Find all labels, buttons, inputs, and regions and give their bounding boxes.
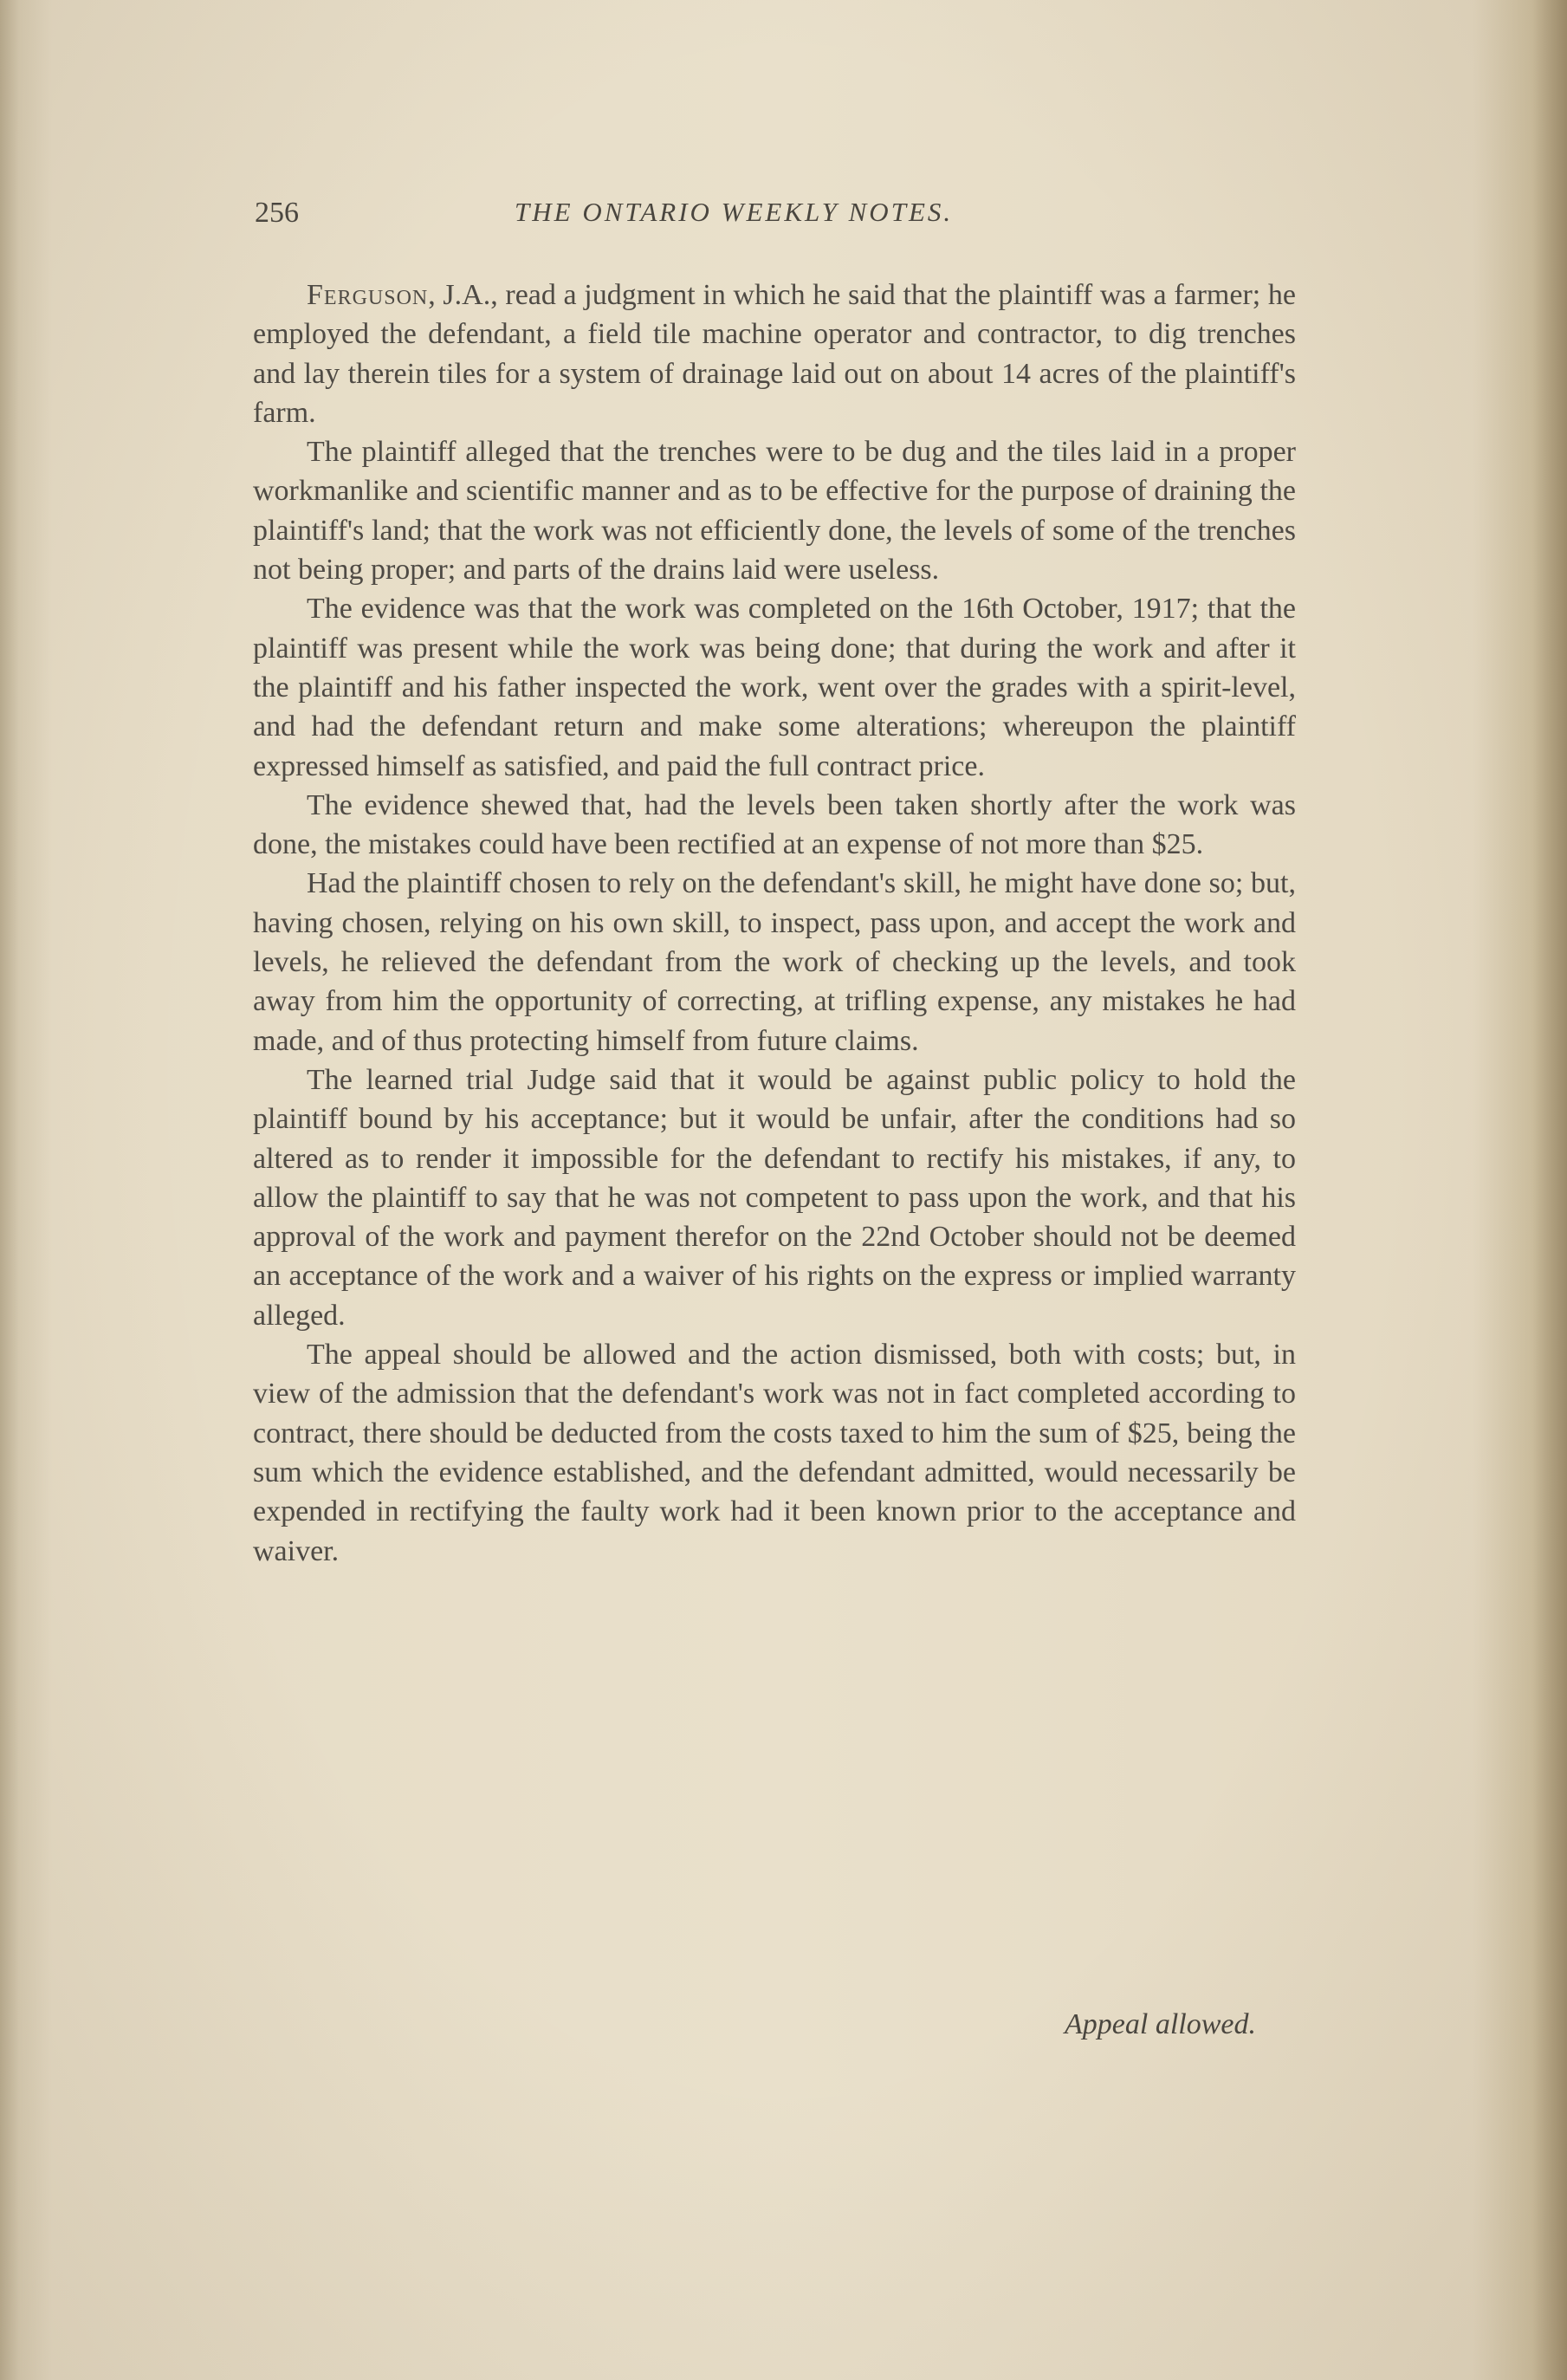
paragraph-7: The appeal should be allowed and the action dismissed, both with costs; but, in view of the admission that the defendant's work was not in fact completed according to contract, there should be deducted from the costs taxed to him the sum of $25, being the sum which the evidence established, and the defendant admitted, would necessarily be expended in rectifying the faulty work had it been known prior to the acceptance and waiver.	[253, 1339, 1296, 1567]
judgment-text	[253, 276, 1296, 1571]
paragraph-4: The evidence shewed that, had the levels been taken shortly after the work was done, the mistakes could have been rectified at an expense of not more than $25.	[253, 788, 1296, 861]
paragraph-2: The plaintiff alleged that the trenches were to be dug and the tiles laid in a proper workmanlike and scientific manner and as to be effective for the purpose of draining the plaintiff's land; that the work was not efficiently done, the levels of some of the trenches not being proper; and parts of the drains laid were useless.	[253, 436, 1296, 587]
page-edge-shadow	[1532, 0, 1567, 2380]
running-head	[255, 197, 1298, 238]
paragraph-1-text: , J.A., read a judgment in which he said that the plaintiff was a farmer; he employed the defendant, a field tile machine operator and contractor, to dig trenches and lay therein tiles for a system of drainage laid out on about 14 acres of the plaintiff's farm.	[253, 279, 1296, 429]
judge-name: Ferguson	[307, 279, 429, 311]
paragraph-3: The evidence was that the work was completed on the 16th October, 1917; that the plaintiff was present while the work was being done; that during the work and after it the plaintiff and his father inspected the work, went over the grades with a spirit-level, and had the defendant return and make some alterations; whereupon the plaintiff expressed himself as satisfied, and paid the full contract price.	[253, 593, 1296, 782]
page-number: 256	[255, 197, 299, 229]
paragraph-5: Had the plaintiff chosen to rely on the defendant's skill, he might have done so; but, having chosen, relying on his own skill, to inspect, pass upon, and accept the work and levels, he relieved the defendant from the work of checking up the levels, and took away from him the opportunity of correcting, at trifling expense, any mistakes he had made, and of thus protecting himself from future claims.	[253, 867, 1296, 1057]
case-outcome: Appeal allowed.	[1065, 2008, 1256, 2040]
paragraph-6: The learned trial Judge said that it would be against public policy to hold the plaintiff bound by his acceptance; but it would be unfair, after the conditions had so altered as to render it impossible for the defendant to rectify his mistakes, if any, to allow the plaintiff to say that he was not competent to pass upon the work, and that his approval of the work and payment therefor on the 22nd October should not be deemed an acceptance of the work and a waiver of his rights on the express or implied warranty alleged.	[253, 1063, 1296, 1332]
journal-title: THE ONTARIO WEEKLY NOTES.	[515, 197, 954, 227]
paragraph-1	[253, 276, 1296, 432]
